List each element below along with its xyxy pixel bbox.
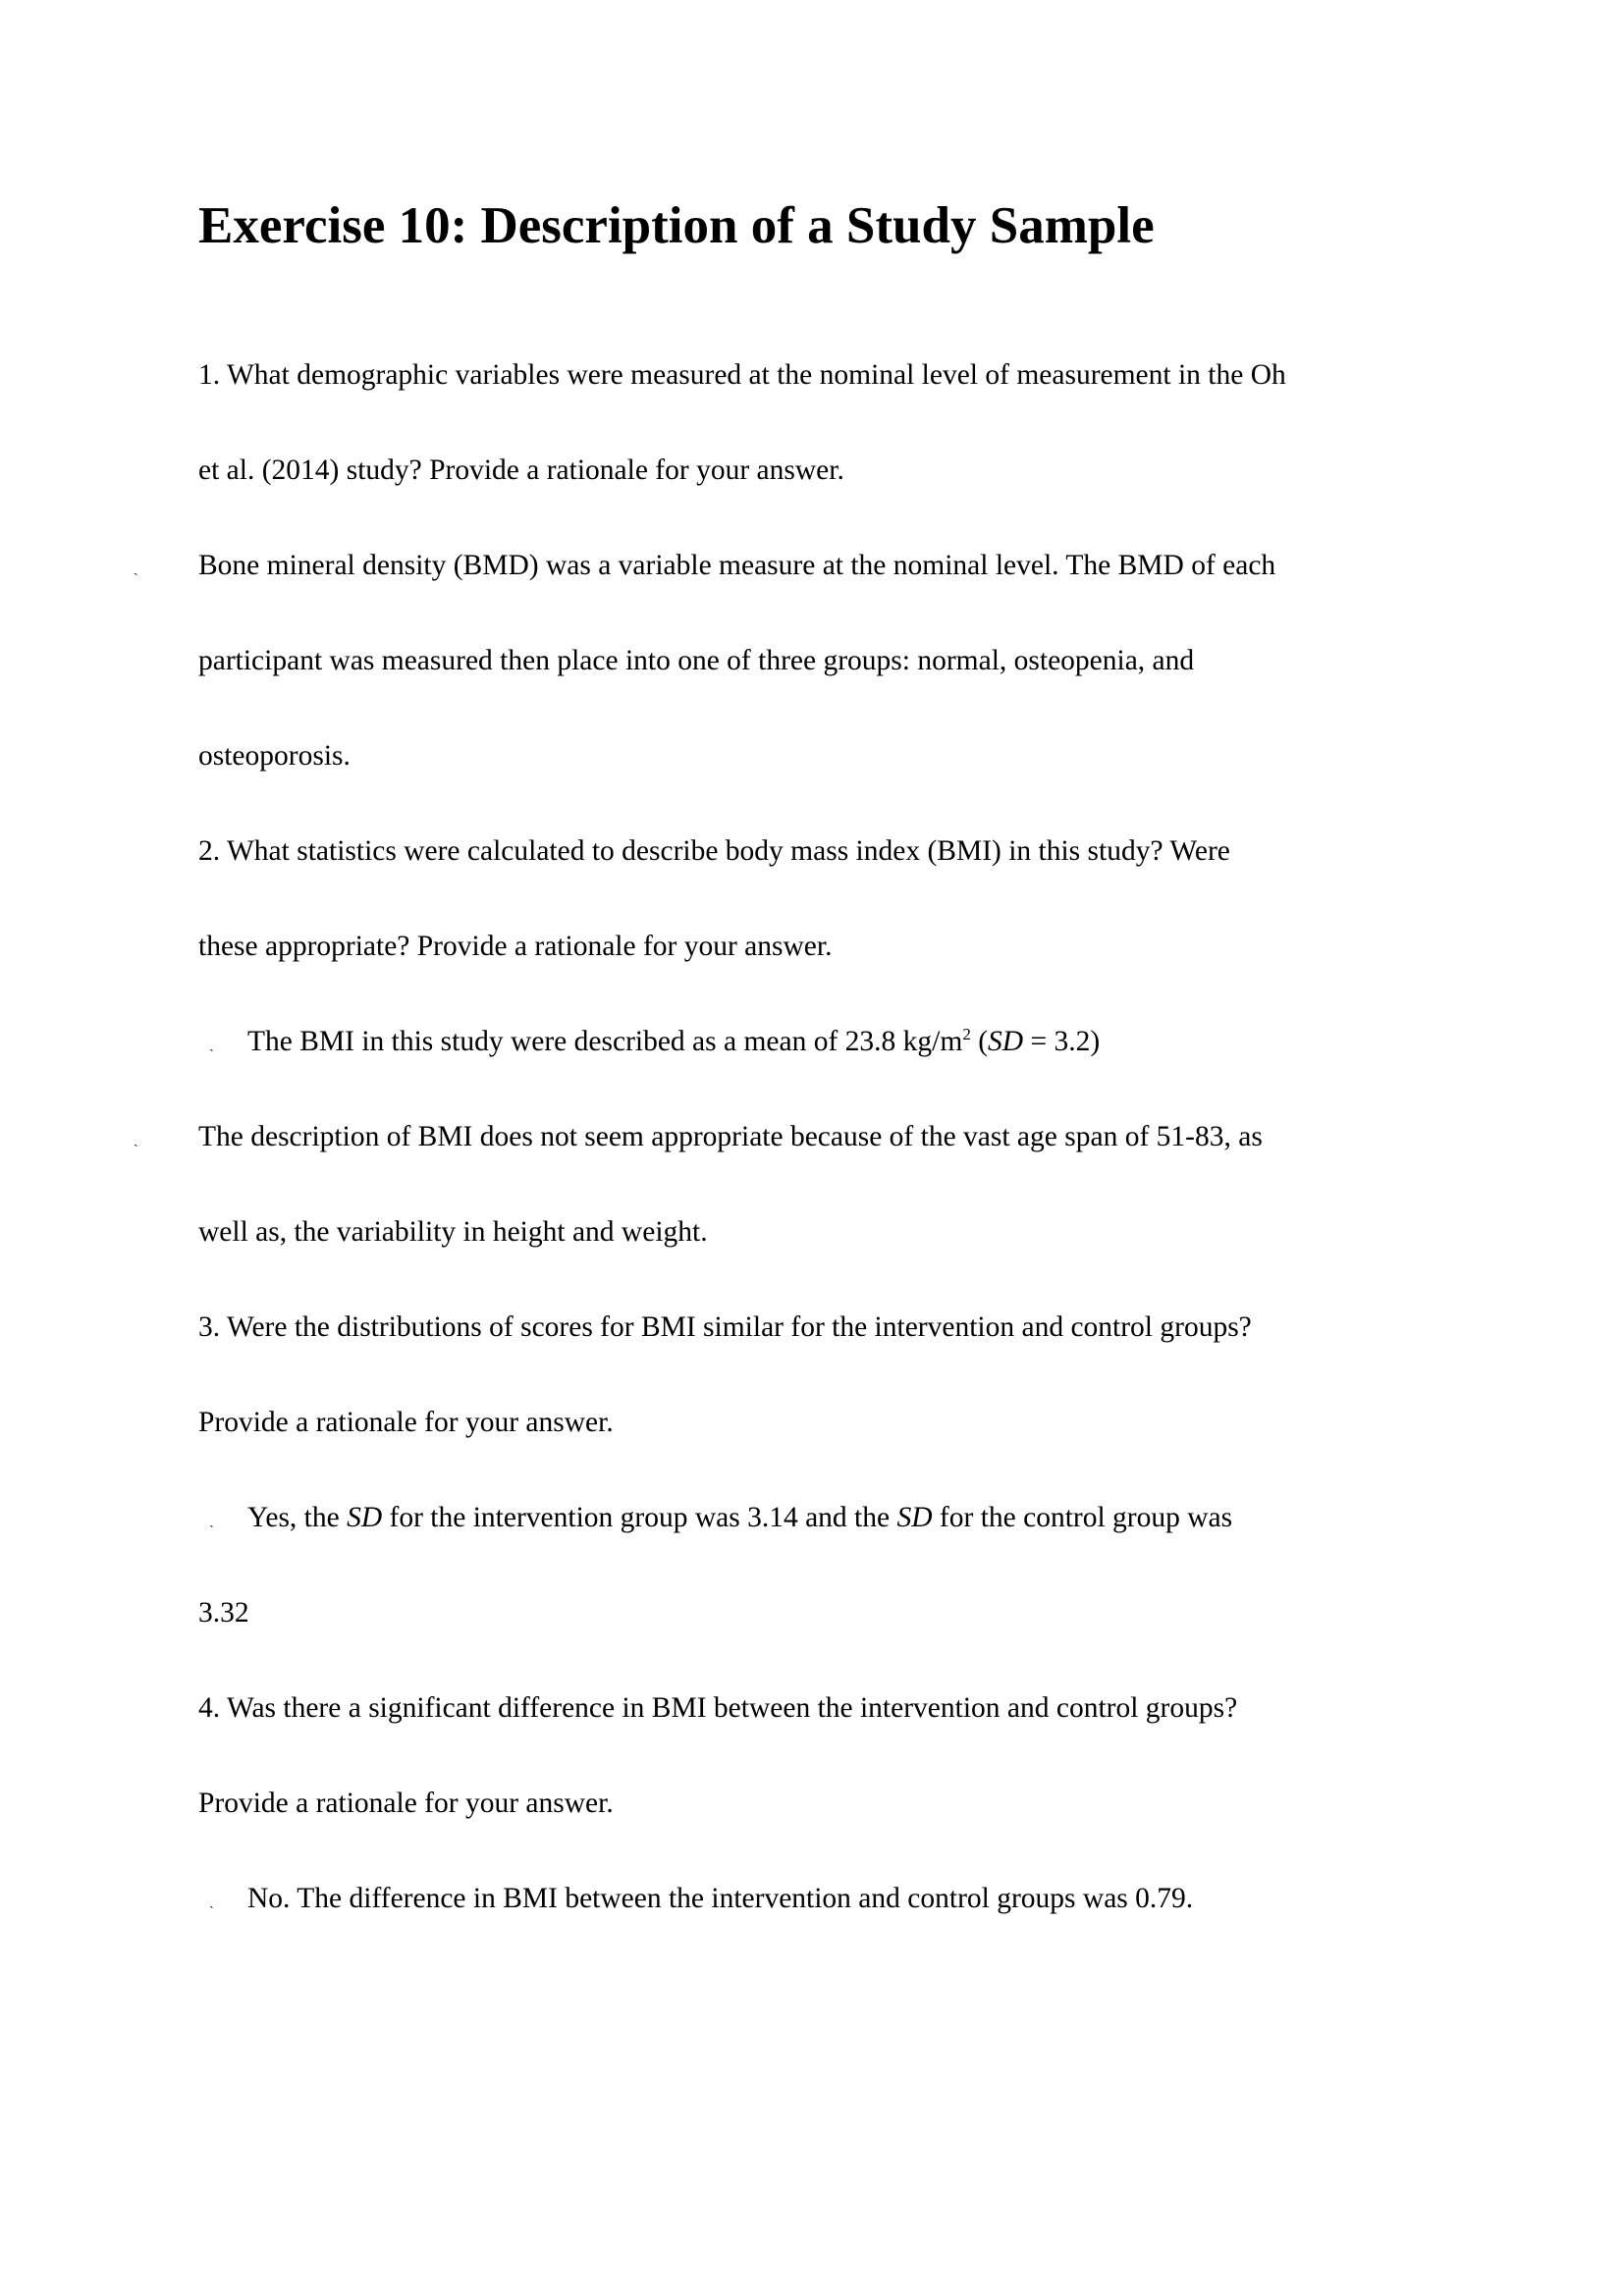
bullet-icon: ˏ: [134, 561, 138, 576]
sd-italic: SD: [896, 1502, 933, 1533]
question-4-line-1: 4. Was there a significant difference in BMI between the intervention and control groups?: [198, 1692, 1238, 1724]
answer-text: Yes, the: [247, 1502, 348, 1533]
answer-text: The BMI in this study were described as a mean of 23.8 kg/m: [247, 1026, 963, 1057]
bullet-icon: ˏ: [209, 1514, 214, 1528]
answer-4-line-1: No. The difference in BMI between the intervention and control groups was 0.79.: [247, 1883, 1194, 1914]
question-1-line-1: 1. What demographic variables were measured at the nominal level of measurement in the Oh: [198, 359, 1286, 391]
answer-2b-line-2: well as, the variability in height and weight.: [198, 1216, 708, 1248]
sd-italic: SD: [347, 1502, 383, 1533]
answer-1-line-3: osteoporosis.: [198, 740, 351, 772]
superscript: 2: [962, 1025, 971, 1043]
answer-text: (: [970, 1026, 989, 1057]
question-3-line-2: Provide a rationale for your answer.: [198, 1407, 614, 1438]
sd-italic: SD: [988, 1026, 1024, 1057]
answer-text: = 3.2): [1023, 1026, 1101, 1057]
answer-text: for the intervention group was 3.14 and the: [382, 1502, 897, 1533]
question-4-line-2: Provide a rationale for your answer.: [198, 1788, 614, 1819]
bullet-icon: ˏ: [134, 1133, 138, 1148]
question-2-line-1: 2. What statistics were calculated to describe body mass index (BMI) in this study? Were: [198, 835, 1230, 867]
answer-2-line-1: [247, 1022, 1100, 1061]
answer-1-line-2: participant was measured then place into one of three groups: normal, osteopenia, and: [198, 645, 1195, 676]
question-3-line-1: 3. Were the distributions of scores for BMI similar for the intervention and control groups?: [198, 1311, 1252, 1343]
answer-1-line-1: Bone mineral density (BMD) was a variable measure at the nominal level. The BMD of each: [198, 550, 1276, 581]
answer-3-line-2: 3.32: [198, 1597, 249, 1629]
question-2-line-2: these appropriate? Provide a rationale for your answer.: [198, 931, 833, 962]
document-title: Exercise 10: Description of a Study Sample: [198, 197, 1155, 254]
answer-2b-line-1: The description of BMI does not seem appropriate because of the vast age span of 51-83, as: [198, 1121, 1263, 1152]
bullet-icon: ˏ: [209, 1895, 214, 1909]
bullet-icon: ˏ: [209, 1038, 214, 1052]
question-1-line-2: et al. (2014) study? Provide a rationale for your answer.: [198, 454, 844, 486]
answer-3-line-1: [247, 1498, 1232, 1537]
answer-text: for the control group was: [932, 1502, 1233, 1533]
